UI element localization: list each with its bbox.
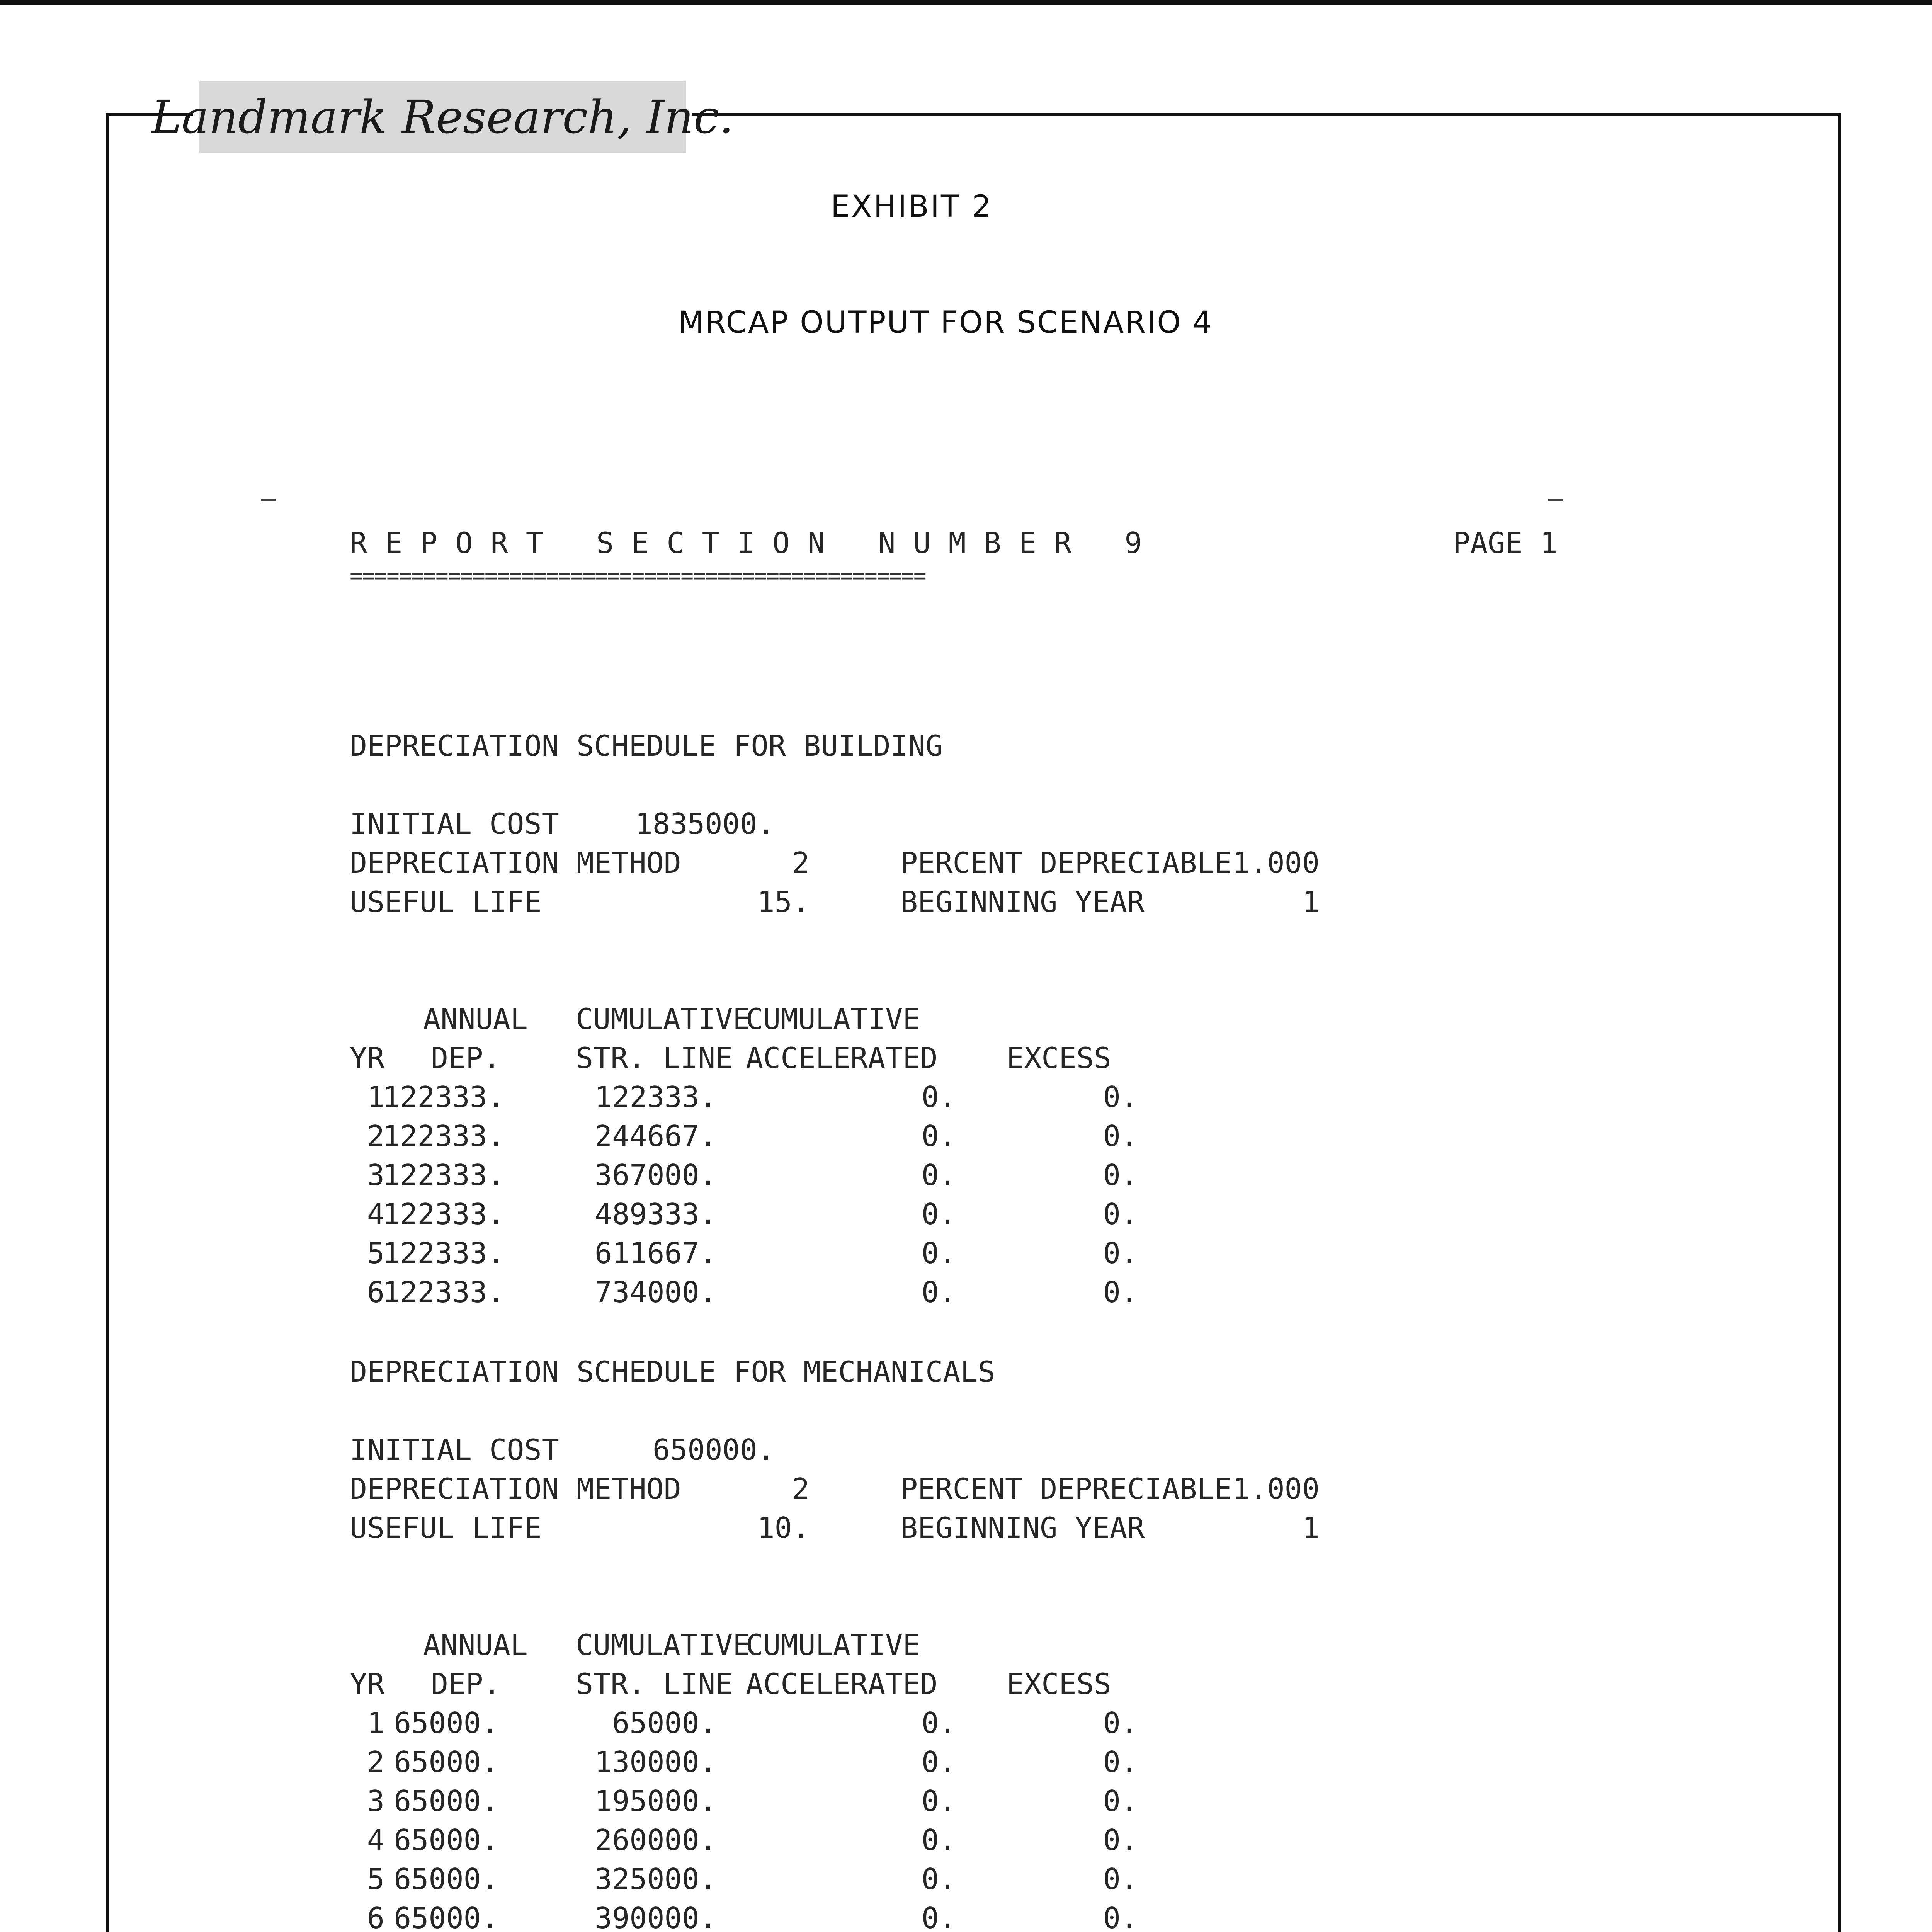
annual-dep-cell: 65000. [394,1745,498,1779]
method-value: 2 [792,1472,810,1506]
header-accelerated: ACCELERATED [746,1667,938,1701]
method-row [350,1469,1509,1509]
annual-dep-cell: 122333. [383,1080,505,1114]
annual-dep-cell: 65000. [394,1862,498,1896]
excess-cell: 0. [1103,1236,1138,1270]
year-cell: 4 [367,1197,384,1231]
table-row [350,1821,1509,1860]
excess-cell: 0. [1103,1197,1138,1231]
header-annual: ANNUAL [423,1628,528,1662]
str-line-cell: 195000. [594,1784,717,1818]
corner-mark-right [1548,499,1563,501]
exhibit-title: EXHIBIT 2 [831,189,993,224]
life-row [350,883,1509,922]
useful-life-value: 15. [757,885,810,919]
useful-life-label: USEFUL LIFE [350,1511,542,1545]
table-row [350,1078,1509,1117]
header-cumulative-1: CUMULATIVE [576,1628,750,1662]
beginning-year-value: 1 [1302,1511,1320,1545]
str-line-cell: 367000. [594,1158,717,1192]
header-excess: EXCESS [1007,1667,1111,1701]
excess-cell: 0. [1103,1745,1138,1779]
str-line-cell: 734000. [594,1275,717,1309]
exhibit-subtitle: MRCAP OUTPUT FOR SCENARIO 4 [678,305,1213,340]
accelerated-cell: 0. [921,1745,956,1779]
excess-cell: 0. [1103,1901,1138,1932]
percent-value: 1.000 [1232,846,1320,880]
initial-cost-label: INITIAL COST [350,807,559,841]
initial-cost-value: 650000. [652,1433,775,1467]
table-row [350,1899,1509,1932]
accelerated-cell: 0. [921,1862,956,1896]
year-cell: 3 [367,1158,384,1192]
header-cumulative-1: CUMULATIVE [576,1002,750,1036]
str-line-cell: 390000. [594,1901,717,1932]
corner-mark-left [261,499,276,501]
year-cell: 1 [367,1706,384,1740]
accelerated-cell: 0. [921,1706,956,1740]
year-cell: 2 [367,1745,384,1779]
useful-life-label: USEFUL LIFE [350,885,542,919]
method-row [350,844,1509,883]
str-line-cell: 130000. [594,1745,717,1779]
table-header-row-2 [350,1039,1509,1078]
header-rule: =============================================== [350,563,926,588]
percent-value: 1.000 [1232,1472,1320,1506]
excess-cell: 0. [1103,1784,1138,1818]
str-line-cell: 65000. [612,1706,717,1740]
schedule-title: DEPRECIATION SCHEDULE FOR BUILDING [350,729,943,763]
header-dep: DEP. [431,1667,501,1701]
initial-cost-row [350,1430,1509,1469]
header-annual: ANNUAL [423,1002,528,1036]
str-line-cell: 260000. [594,1823,717,1857]
year-cell: 5 [367,1862,384,1896]
accelerated-cell: 0. [921,1823,956,1857]
annual-dep-cell: 122333. [383,1197,505,1231]
str-line-cell: 611667. [594,1236,717,1270]
annual-dep-cell: 65000. [394,1823,498,1857]
accelerated-cell: 0. [921,1236,956,1270]
schedule-title-row [350,1352,1509,1391]
excess-cell: 0. [1103,1706,1138,1740]
table-row [350,1273,1509,1312]
year-cell: 5 [367,1236,384,1270]
table-row [350,1704,1509,1743]
year-cell: 6 [367,1901,384,1932]
header-yr: YR [350,1041,385,1075]
frame-line-right [1838,113,1841,1932]
table-row [350,1117,1509,1156]
header-yr: YR [350,1667,385,1701]
life-row [350,1509,1509,1548]
accelerated-cell: 0. [921,1784,956,1818]
header-excess: EXCESS [1007,1041,1111,1075]
initial-cost-row [350,804,1509,844]
beginning-year-label: BEGINNING YEAR [900,1511,1145,1545]
table-header-row-1 [350,1626,1509,1665]
header-str-line: STR. LINE [576,1041,733,1075]
header-cumulative-2: CUMULATIVE [746,1002,920,1036]
annual-dep-cell: 65000. [394,1784,498,1818]
str-line-cell: 122333. [594,1080,717,1114]
annual-dep-cell: 65000. [394,1706,498,1740]
schedule-title: DEPRECIATION SCHEDULE FOR MECHANICALS [350,1355,995,1389]
percent-label: PERCENT DEPRECIABLE [900,1472,1232,1506]
table-row [350,1234,1509,1273]
beginning-year-label: BEGINNING YEAR [900,885,1145,919]
initial-cost-value: 1835000. [635,807,775,841]
accelerated-cell: 0. [921,1080,956,1114]
year-cell: 4 [367,1823,384,1857]
beginning-year-value: 1 [1302,885,1320,919]
str-line-cell: 244667. [594,1119,717,1153]
company-logo [151,81,734,153]
table-header-row-2 [350,1665,1509,1704]
excess-cell: 0. [1103,1823,1138,1857]
method-label: DEPRECIATION METHOD [350,846,681,880]
table-row [350,1156,1509,1195]
percent-label: PERCENT DEPRECIABLE [900,846,1232,880]
accelerated-cell: 0. [921,1119,956,1153]
accelerated-cell: 0. [921,1197,956,1231]
page-number-label: PAGE 1 [1453,526,1558,560]
frame-line-left [106,113,109,1932]
excess-cell: 0. [1103,1158,1138,1192]
annual-dep-cell: 122333. [383,1119,505,1153]
logo-text: Landmark Research, Inc. [151,90,734,144]
report-section-header: REPORT SECTION NUMBER 9 [350,526,1160,560]
useful-life-value: 10. [757,1511,810,1545]
accelerated-cell: 0. [921,1158,956,1192]
annual-dep-cell: 122333. [383,1236,505,1270]
annual-dep-cell: 122333. [383,1158,505,1192]
excess-cell: 0. [1103,1080,1138,1114]
frame-line-top-right [692,113,1841,116]
annual-dep-cell: 122333. [383,1275,505,1309]
year-cell: 6 [367,1275,384,1309]
year-cell: 2 [367,1119,384,1153]
year-cell: 1 [367,1080,384,1114]
accelerated-cell: 0. [921,1275,956,1309]
header-cumulative-2: CUMULATIVE [746,1628,920,1662]
table-row [350,1195,1509,1234]
method-label: DEPRECIATION METHOD [350,1472,681,1506]
schedule-title-row [350,726,1509,765]
year-cell: 3 [367,1784,384,1818]
header-dep: DEP. [431,1041,501,1075]
initial-cost-label: INITIAL COST [350,1433,559,1467]
method-value: 2 [792,846,810,880]
excess-cell: 0. [1103,1119,1138,1153]
annual-dep-cell: 65000. [394,1901,498,1932]
str-line-cell: 325000. [594,1862,717,1896]
table-row [350,1782,1509,1821]
header-accelerated: ACCELERATED [746,1041,938,1075]
accelerated-cell: 0. [921,1901,956,1932]
table-header-row-1 [350,1000,1509,1039]
table-row [350,1743,1509,1782]
excess-cell: 0. [1103,1275,1138,1309]
table-row [350,1860,1509,1899]
str-line-cell: 489333. [594,1197,717,1231]
excess-cell: 0. [1103,1862,1138,1896]
header-str-line: STR. LINE [576,1667,733,1701]
page-top-edge [0,0,1932,5]
